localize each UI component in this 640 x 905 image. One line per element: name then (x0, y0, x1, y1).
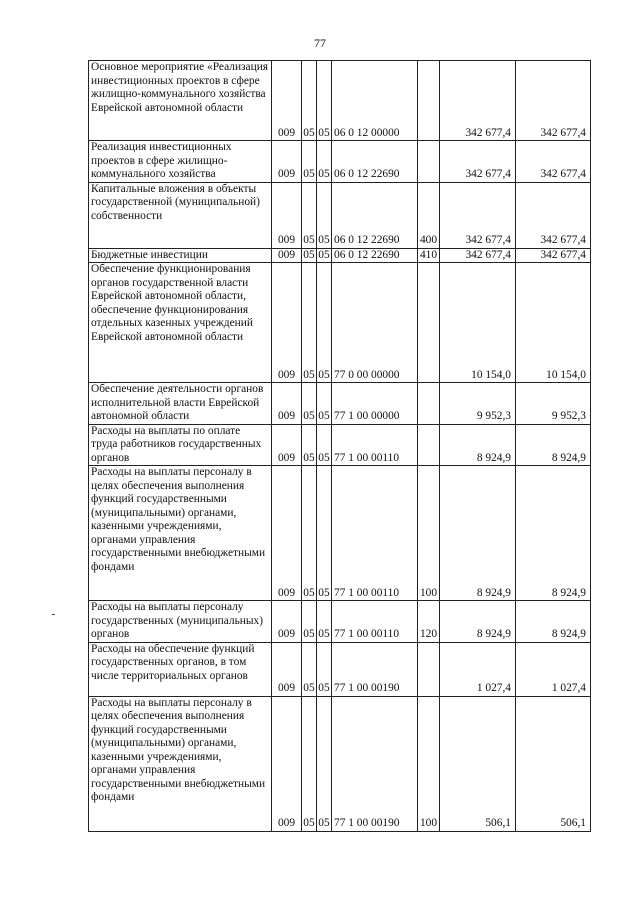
row-name: Основное мероприятие «Реализация инвестиционных проектов в сфере жилищно-коммунального хозяйства Еврейской автономной области (89, 61, 272, 141)
subsection-code: 05 (317, 61, 332, 141)
expense-type-code: 400 (418, 182, 440, 248)
sum-current-year: 9 952,3 (440, 383, 516, 425)
subsection-code: 05 (317, 263, 332, 383)
table-row (89, 182, 591, 248)
target-code: 06 0 12 00000 (332, 61, 418, 141)
table-row (89, 141, 591, 183)
target-code: 77 1 00 00110 (332, 466, 418, 601)
section-code: 05 (302, 383, 317, 425)
target-code: 77 0 00 00000 (332, 263, 418, 383)
ministry-code: 009 (272, 383, 302, 425)
expense-type-code: 120 (418, 601, 440, 643)
subsection-code: 05 (317, 696, 332, 831)
page-number: 77 (314, 36, 326, 50)
sum-current-year: 8 924,9 (440, 424, 516, 466)
ministry-code: 009 (272, 248, 302, 263)
subsection-code: 05 (317, 642, 332, 696)
section-code: 05 (302, 61, 317, 141)
sum-next-year: 342 677,4 (516, 141, 591, 183)
section-code: 05 (302, 182, 317, 248)
row-name: Расходы на выплаты по оплате труда работников государственных органов (89, 424, 272, 466)
table-row (89, 61, 591, 141)
sum-current-year: 342 677,4 (440, 182, 516, 248)
subsection-code: 05 (318, 248, 330, 261)
section-code: 05 (302, 696, 317, 831)
subsection-code: 05 (317, 141, 332, 183)
subsection-code: 05 (317, 383, 332, 425)
ministry-code: 009 (272, 696, 302, 831)
ministry-code: 009 (272, 263, 302, 383)
row-name: Реализация инвестиционных проектов в сфере жилищно-коммунального хозяйства (89, 141, 272, 183)
expense-type-code (418, 424, 440, 466)
subsection-code: 05 (317, 601, 332, 643)
target-code: 77 1 00 00000 (332, 383, 418, 425)
row-name: Расходы на выплаты персоналу государственных (муниципальных) органов (89, 601, 272, 643)
row-name: Расходы на выплаты персоналу в целях обеспечения выполнения функций государственными (муниципальными) органами, казенными учреждениями, органами управления государственными внебюджетными фондами (89, 466, 272, 601)
section-code: 05 (303, 248, 315, 261)
section-code: 05 (302, 601, 317, 643)
row-name: Обеспечение функционирования органов государственной власти Еврейской автономной области, обеспечение функционирования отдельных казенных учреждений Еврейской автономной области (89, 263, 272, 383)
table-row (89, 248, 591, 263)
expense-type-code: 100 (418, 696, 440, 831)
target-code: 06 0 12 22690 (332, 182, 418, 248)
sum-next-year: 9 952,3 (516, 383, 591, 425)
subsection-code: 05 (317, 424, 332, 466)
sum-next-year: 8 924,9 (516, 601, 591, 643)
sum-current-year: 10 154,0 (440, 263, 516, 383)
table-row (89, 466, 591, 601)
ministry-code: 009 (272, 141, 302, 183)
target-code: 77 1 00 00110 (332, 424, 418, 466)
target-code: 77 1 00 00190 (332, 642, 418, 696)
table-row (89, 424, 591, 466)
sum-next-year: 342 677,4 (516, 182, 591, 248)
row-name: Расходы на обеспечение функций государственных органов, в том числе территориальных органов (89, 642, 272, 696)
section-code: 05 (302, 466, 317, 601)
row-name: Капитальные вложения в объекты государственной (муниципальной) собственности (89, 182, 272, 248)
section-code: 05 (302, 141, 317, 183)
row-name: Расходы на выплаты персоналу в целях обеспечения выполнения функций государственными (муниципальными) органами, казенными учреждениями, органами управления государственными внебюджетными фондами (89, 696, 272, 831)
sum-next-year: 1 027,4 (516, 642, 591, 696)
ministry-code: 009 (272, 182, 302, 248)
row-name: Обеспечение деятельности органов исполнительной власти Еврейской автономной области (89, 383, 272, 425)
target-code: 06 0 12 22690 (332, 141, 418, 183)
sum-next-year: 342 677,4 (516, 61, 591, 141)
expense-type-code (418, 61, 440, 141)
table-body (89, 61, 591, 832)
table-row (89, 601, 591, 643)
target-code: 77 1 00 00190 (332, 696, 418, 831)
sum-next-year: 342 677,4 (516, 248, 591, 263)
sum-current-year: 506,1 (440, 696, 516, 831)
sum-current-year: 8 924,9 (440, 601, 516, 643)
subsection-code: 05 (317, 182, 332, 248)
sum-current-year: 8 924,9 (440, 466, 516, 601)
ministry-code: 009 (272, 466, 302, 601)
subsection-code: 05 (317, 466, 332, 601)
ministry-code: 009 (272, 642, 302, 696)
target-code: 06 0 12 22690 (332, 248, 418, 263)
row-name: Бюджетные инвестиции (89, 248, 272, 263)
ministry-code: 009 (272, 601, 302, 643)
sum-current-year: 342 677,4 (440, 248, 516, 263)
sum-next-year: 8 924,9 (516, 466, 591, 601)
sum-current-year: 342 677,4 (440, 141, 516, 183)
expense-type-code (418, 383, 440, 425)
table-row (89, 642, 591, 696)
table-row (89, 263, 591, 383)
table-row (89, 696, 591, 831)
stray-mark (52, 614, 55, 615)
target-code: 77 1 00 00110 (332, 601, 418, 643)
expense-type-code (418, 642, 440, 696)
sum-current-year: 1 027,4 (440, 642, 516, 696)
expense-type-code (418, 263, 440, 383)
expense-type-code (418, 141, 440, 183)
expense-type-code: 410 (418, 248, 440, 263)
budget-table (88, 60, 591, 832)
expense-type-code: 100 (418, 466, 440, 601)
section-code: 05 (302, 263, 317, 383)
sum-current-year: 342 677,4 (440, 61, 516, 141)
ministry-code: 009 (272, 424, 302, 466)
sum-next-year: 10 154,0 (516, 263, 591, 383)
section-code: 05 (302, 642, 317, 696)
sum-next-year: 506,1 (516, 696, 591, 831)
ministry-code: 009 (272, 61, 302, 141)
sum-next-year: 8 924,9 (516, 424, 591, 466)
section-code: 05 (302, 424, 317, 466)
table-row (89, 383, 591, 425)
